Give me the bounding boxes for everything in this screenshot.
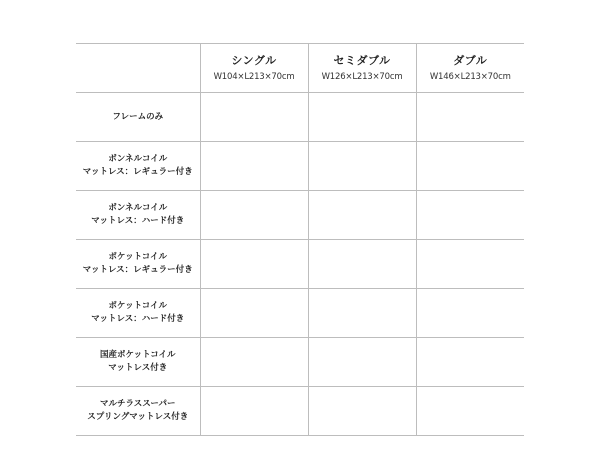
- row-label-line1: フレームのみ: [112, 111, 164, 122]
- row-label-line1: 国産ポケットコイル: [100, 350, 176, 360]
- table-cell: [308, 191, 416, 240]
- table-cell: [416, 240, 524, 289]
- row-label-line2: マットレス付き: [108, 363, 168, 373]
- table-row: [76, 338, 524, 387]
- size-price-table: [76, 43, 524, 436]
- row-label-cell: [76, 240, 200, 289]
- table-row: [76, 240, 524, 289]
- row-label-line1: ボンネルコイル: [108, 203, 168, 213]
- size-dimensions-double: W146×L213×70cm: [429, 71, 511, 82]
- size-dimensions-semi-double: W126×L213×70cm: [321, 71, 403, 82]
- table-cell: [308, 240, 416, 289]
- row-label-line2: マットレス：ハード付き: [91, 216, 185, 226]
- row-label-cell: [76, 142, 200, 191]
- table-cell: [416, 338, 524, 387]
- column-header-single: [200, 44, 308, 93]
- table-cell: [200, 289, 308, 338]
- table-cell: [200, 387, 308, 436]
- table-cell: [200, 191, 308, 240]
- row-label-line1: ポケットコイル: [108, 301, 167, 311]
- table-row: [76, 191, 524, 240]
- row-label-cell: [76, 93, 200, 142]
- row-label-cell: [76, 387, 200, 436]
- table-row: [76, 289, 524, 338]
- table-cell: [308, 289, 416, 338]
- table-cell: [200, 93, 308, 142]
- header-empty-cell: [76, 44, 200, 93]
- row-label-cell: [76, 338, 200, 387]
- table-row: [76, 93, 524, 142]
- row-label-line2: マットレス：レギュラー付き: [82, 167, 193, 177]
- table-cell: [416, 93, 524, 142]
- size-name-double: ダブル: [453, 53, 488, 67]
- size-name-single: シングル: [231, 53, 277, 67]
- size-dimensions-single: W104×L213×70cm: [213, 71, 295, 82]
- table-cell: [308, 93, 416, 142]
- header-row: [76, 44, 524, 93]
- table-cell: [308, 142, 416, 191]
- table-cell: [308, 338, 416, 387]
- row-label-cell: [76, 289, 200, 338]
- row-label-cell: [76, 191, 200, 240]
- row-label-line1: ポケットコイル: [108, 252, 167, 262]
- table-cell: [416, 142, 524, 191]
- table-row: [76, 387, 524, 436]
- table-cell: [308, 387, 416, 436]
- row-label-line2: マットレス：レギュラー付き: [82, 265, 193, 275]
- table-cell: [200, 338, 308, 387]
- table-cell: [200, 240, 308, 289]
- column-header-double: [416, 44, 524, 93]
- table-cell: [200, 142, 308, 191]
- row-label-line1: マルチラススーパー: [100, 399, 176, 409]
- table-row: [76, 142, 524, 191]
- size-name-semi-double: セミダブル: [333, 53, 391, 67]
- row-label-line2: マットレス：ハード付き: [91, 314, 185, 324]
- row-label-line2: スプリングマットレス付き: [87, 412, 189, 422]
- table-cell: [416, 387, 524, 436]
- row-label-line1: ボンネルコイル: [108, 154, 168, 164]
- column-header-semi-double: [308, 44, 416, 93]
- table-cell: [416, 289, 524, 338]
- table-cell: [416, 191, 524, 240]
